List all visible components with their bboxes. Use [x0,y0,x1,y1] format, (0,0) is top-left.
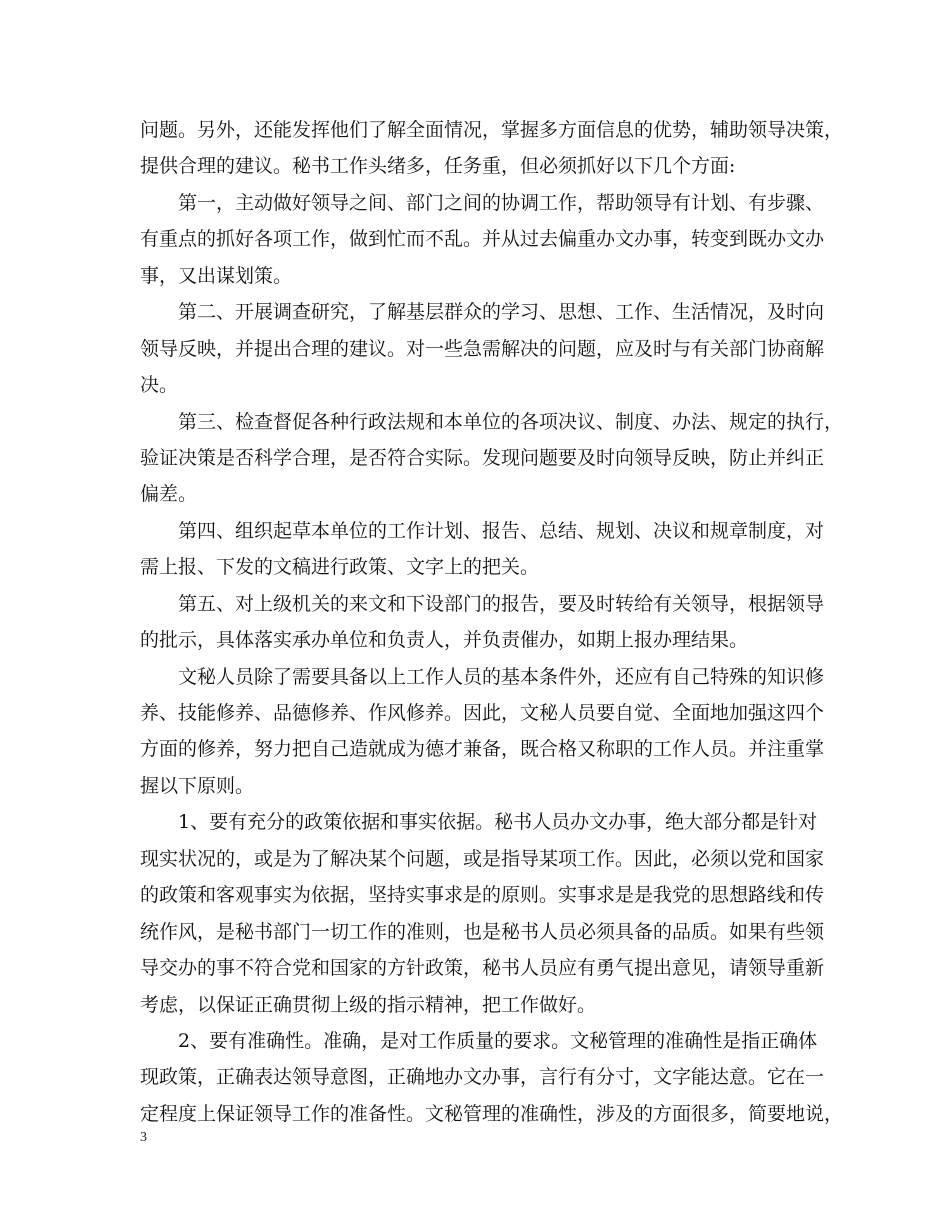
text-line: 的政策和客观事实为依据，坚持实事求是的原则。实事求是是我党的思想路线和传 [140,884,825,907]
text-line: 的批示，具体落实承办单位和负责人，并负责催办，如期上报办理结果。 [140,629,749,652]
paragraph-start-line: 1、要有充分的政策依据和事实依据。秘书人员办文办事，绝大部分都是针对 [178,811,818,834]
text-line: 事，又出谋划策。 [140,264,293,287]
paragraph-start-line: 第一，主动做好领导之间、部门之间的协调工作，帮助领导有计划、有步骤、 [178,191,825,214]
paragraph-start-line: 第二、开展调查研究，了解基层群众的学习、思想、工作、生活情况，及时向 [178,301,825,324]
text-line: 方面的修养，努力把自己造就成为德才兼备，既合格又称职的工作人员。并注重掌 [140,738,825,761]
text-line: 问题。另外，还能发挥他们了解全面情况，掌握多方面信息的优势，辅助领导决策， [140,119,844,141]
text-line: 领导反映，并提出合理的建议。对一些急需解决的问题，应及时与有关部门协商解 [140,337,825,360]
text-line: 现实状况的，或是为了解决某个问题，或是指导某项工作。因此，必须以党和国家 [140,847,825,870]
text-line: 定程度上保证领导工作的准备性。文秘管理的准确性，涉及的方面很多，简要地说， [140,1102,844,1125]
text-line: 导交办的事不符合党和国家的方针政策，秘书人员应有勇气提出意见，请领导重新 [140,957,825,980]
text-line: 考虑，以保证正确贯彻上级的指示精神，把工作做好。 [140,993,597,1016]
paragraph-start-line: 文秘人员除了需要具备以上工作人员的基本条件外，还应有自己特殊的知识修 [178,665,825,688]
document-body [140,112,844,1132]
text-line: 验证决策是否科学合理，是否符合实际。发现问题要及时向领导反映，防止并纠正 [140,446,825,469]
paragraph-start-line: 第五、对上级机关的来文和下设部门的报告，要及时转给有关领导，根据领导 [178,592,825,615]
text-line: 握以下原则。 [140,774,255,797]
text-line: 决。 [140,374,179,397]
paragraph-start-line: 第三、检查督促各种行政法规和本单位的各项决议、制度、办法、规定的执行， [178,410,844,433]
text-line: 偏差。 [140,483,198,506]
text-line: 养、技能修养、品德修养、作风修养。因此，文秘人员要自觉、全面地加强这四个 [140,702,825,724]
page-number: 3 [140,1130,147,1145]
paragraph-start-line: 第四、组织起草本单位的工作计划、报告、总结、规划、决议和规章制度，对 [178,519,825,542]
text-line: 有重点的抓好各项工作，做到忙而不乱。并从过去偏重办文办事，转变到既办文办 [140,228,825,251]
text-line: 提供合理的建议。秘书工作头绪多，任务重，但必须抓好以下几个方面: [140,155,736,178]
paragraph-start-line: 2、要有准确性。准确，是对工作质量的要求。文秘管理的准确性是指正确体 [178,1029,818,1052]
text-line: 现政策，正确表达领导意图，正确地办文办事，言行有分寸，文字能达意。它在一 [140,1066,825,1089]
text-line: 需上报、下发的文稿进行政策、文字上的把关。 [140,556,540,579]
text-line: 统作风，是秘书部门一切工作的准则，也是秘书人员必须具备的品质。如果有些领 [140,920,825,943]
